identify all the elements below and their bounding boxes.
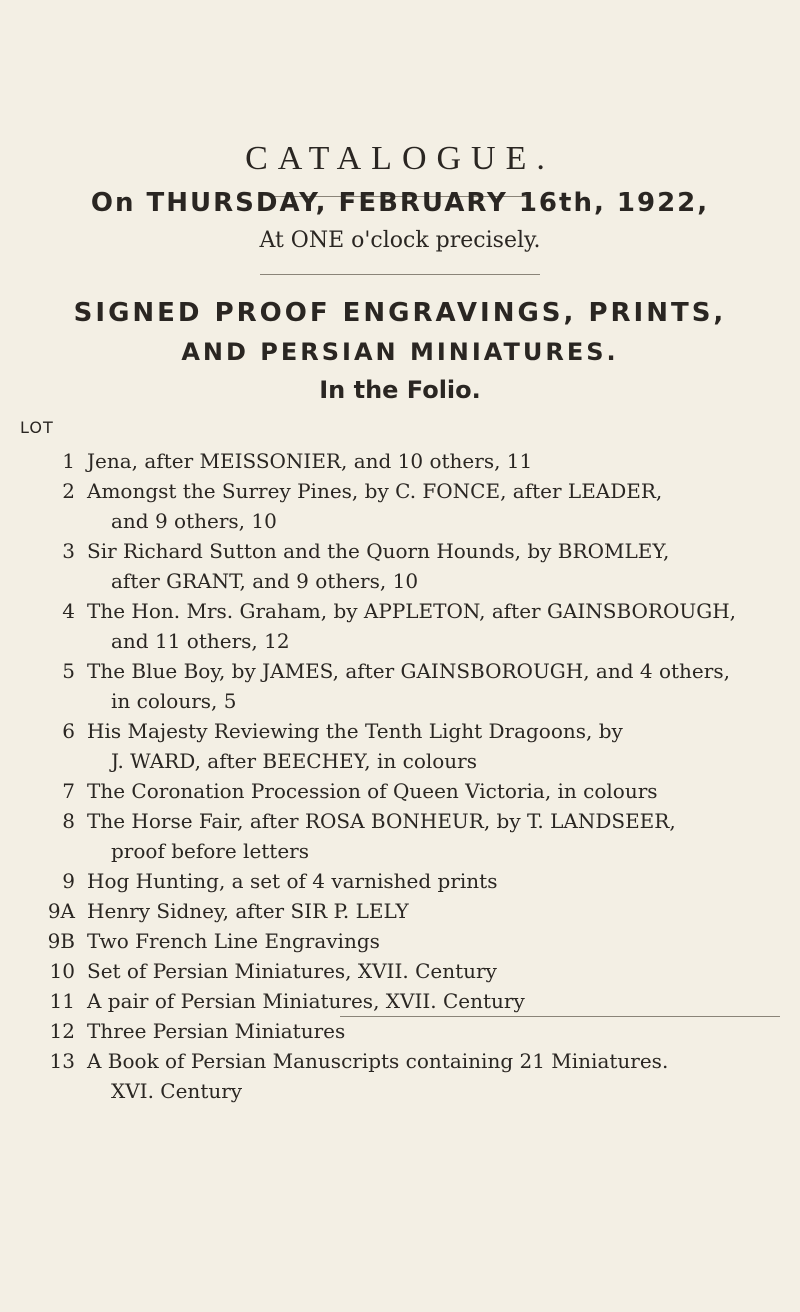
lot-description: Amongst the Surrey Pines, by C. FONCE, after LEADER, xyxy=(87,479,663,503)
lot-number: 13 xyxy=(49,1049,75,1073)
lot-number: 4 xyxy=(62,599,75,623)
lot-description: Two French Line Engravings xyxy=(87,929,380,953)
lot-list xyxy=(0,446,800,1106)
list-item xyxy=(0,656,800,716)
lot-number: 6 xyxy=(62,719,75,743)
lot-number: 10 xyxy=(49,959,75,983)
sale-date: On THURSDAY, FEBRUARY 16th, 1922, xyxy=(90,188,710,218)
sale-time: At ONE o'clock precisely. xyxy=(259,228,541,253)
lot-number: 7 xyxy=(62,779,75,803)
list-item xyxy=(0,1046,800,1106)
lot-description: Three Persian Miniatures xyxy=(87,1019,346,1043)
list-item xyxy=(0,596,800,656)
lot-description: Hog Hunting, a set of 4 varnished prints xyxy=(87,869,498,893)
list-item xyxy=(0,866,800,896)
lot-description-continued: XVI. Century xyxy=(111,1079,243,1103)
lot-description-continued: proof before letters xyxy=(111,839,310,863)
lot-description-continued: in colours, 5 xyxy=(111,689,237,713)
list-item xyxy=(0,956,800,986)
lot-description-continued: and 9 others, 10 xyxy=(111,509,277,533)
lot-description: A Book of Persian Manuscripts containing 21 Miniatures. xyxy=(87,1049,669,1073)
lot-number: 9 xyxy=(62,869,75,893)
lot-description-continued: J. WARD, after BEECHEY, in colours xyxy=(111,749,477,773)
lot-number: 1 xyxy=(62,449,75,473)
lot-description: Sir Richard Sutton and the Quorn Hounds, by BROMLEY, xyxy=(87,539,670,563)
lot-description: The Hon. Mrs. Graham, by APPLETON, after GAINSBOROUGH, xyxy=(87,599,737,623)
section-subheading: In the Folio. xyxy=(319,376,481,404)
lot-number: 12 xyxy=(49,1019,75,1043)
catalogue-title: CATALOGUE. xyxy=(245,140,555,177)
list-item xyxy=(0,446,800,476)
lot-description: Jena, after MEISSONIER, and 10 others, 11 xyxy=(87,449,533,473)
lot-number: 9A xyxy=(47,899,75,923)
lot-description: The Horse Fair, after ROSA BONHEUR, by T. LANDSEER, xyxy=(87,809,676,833)
lot-description: A pair of Persian Miniatures, XVII. Century xyxy=(87,989,525,1013)
lot-number: 5 xyxy=(62,659,75,683)
list-item xyxy=(0,806,800,866)
lot-number: 8 xyxy=(62,809,75,833)
lot-number: 2 xyxy=(62,479,75,503)
section-heading-line2: AND PERSIAN MINIATURES. xyxy=(181,338,619,366)
lot-description: Henry Sidney, after SIR P. LELY xyxy=(87,899,409,923)
lot-description: The Blue Boy, by JAMES, after GAINSBOROUGH, and 4 others, xyxy=(87,659,730,683)
lot-number: 11 xyxy=(49,989,75,1013)
lot-description: The Coronation Procession of Queen Victoria, in colours xyxy=(87,779,658,803)
list-item xyxy=(0,536,800,596)
list-item xyxy=(0,476,800,536)
list-item xyxy=(0,926,800,956)
list-item xyxy=(0,776,800,806)
lot-description-continued: and 11 others, 12 xyxy=(111,629,290,653)
date-rule xyxy=(260,274,540,275)
list-item xyxy=(0,716,800,776)
list-item xyxy=(0,896,800,926)
section-heading-line1: SIGNED PROOF ENGRAVINGS, PRINTS, xyxy=(73,298,727,328)
list-item xyxy=(0,1016,800,1046)
lot-description-continued: after GRANT, and 9 others, 10 xyxy=(111,569,419,593)
lot-description: His Majesty Reviewing the Tenth Light Dragoons, by xyxy=(87,719,623,743)
footer-rule xyxy=(340,1016,780,1017)
lot-description: Set of Persian Miniatures, XVII. Century xyxy=(87,959,497,983)
lot-number: 9B xyxy=(47,929,75,953)
lot-number: 3 xyxy=(62,539,75,563)
list-item xyxy=(0,986,800,1016)
lot-column-label: LOT xyxy=(20,418,54,437)
